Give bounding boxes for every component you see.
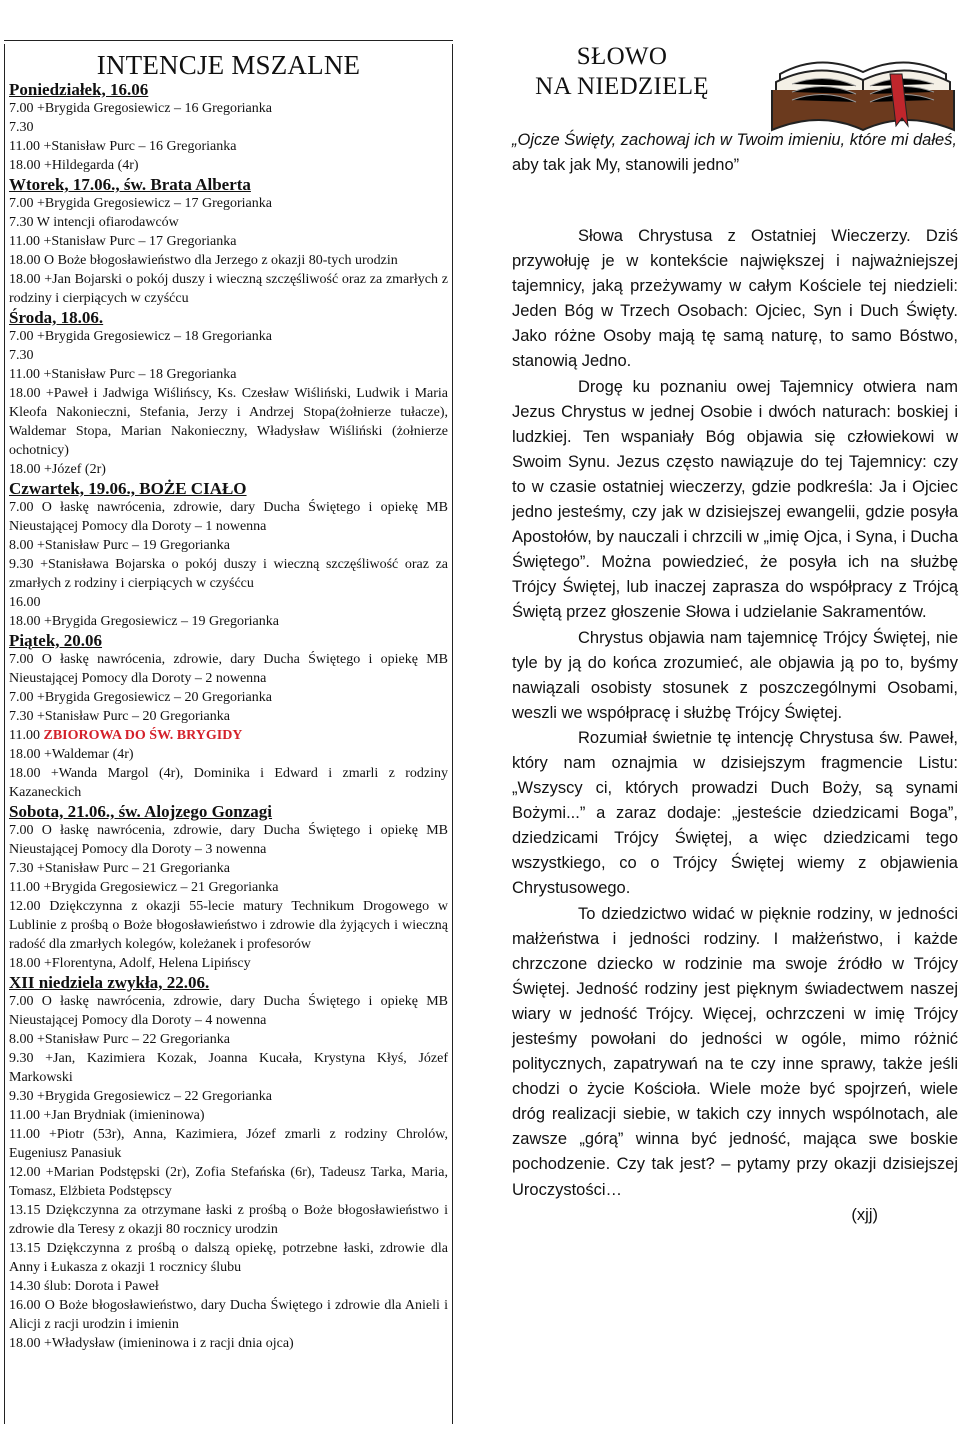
day-heading: Środa, 18.06.: [9, 308, 104, 327]
intention-line: 7.00 O łaskę nawrócenia, zdrowie, dary Ducha Świętego i opiekę MB Nieustającej Pomocy dla Doroty – 1 nowenna: [9, 500, 448, 534]
day-heading: Sobota, 21.06., św. Alojzego Gonzagi: [9, 802, 273, 821]
intention-line: 11.00 +Jan Brydniak (imieninowa): [9, 1108, 205, 1123]
intention-line: 7.30 +Stanisław Purc – 20 Gregorianka: [9, 709, 230, 724]
day-heading: XII niedziela zwykła, 22.06.: [9, 973, 210, 992]
intention-line: 12.00 +Marian Podstępski (2r), Zofia Stefańska (6r), Tadeusz Tarka, Maria, Tomasz, Elżbieta Podstępscy: [9, 1165, 448, 1199]
gospel-quote: [512, 128, 958, 178]
paragraph-3: Chrystus objawia nam tajemnicę Trójcy Świętej, nie tyle by ją do końca zrozumieć, ale objawia ją po to, byśmy nawiązali osobisty stosunek z poszczególnymi Osobami, weszli we współpracę i służbę Trójcy Świętej.: [512, 628, 958, 722]
intention-line: 7.00 +Brygida Gregosiewicz – 18 Gregorianka: [9, 329, 272, 344]
intention-line: 7.00 +Brygida Gregosiewicz – 16 Gregorianka: [9, 101, 272, 116]
intention-line: 8.00 +Stanisław Purc – 22 Gregorianka: [9, 1032, 230, 1047]
intention-line: 7.30 W intencji ofiarodawców: [9, 215, 179, 230]
intention-line: 7.30: [9, 348, 34, 363]
intention-line: 7.00 +Brygida Gregosiewicz – 17 Gregorianka: [9, 196, 272, 211]
gospel-quote-italic: „Ojcze Święty, zachowaj ich w Twoim imieniu, które mi dałeś,: [512, 131, 958, 149]
intention-line: 14.30 ślub: Dorota i Paweł: [9, 1279, 159, 1294]
day-heading: Czwartek, 19.06., BOŻE CIAŁO: [9, 479, 247, 498]
intention-line: 13.15 Dziękczynna za otrzymane łaski z prośbą o Boże błogosławieństwo i zdrowie dla Teresy z okazji 80 rocznicy urodzin: [9, 1203, 448, 1237]
intention-line: 11.00 +Brygida Gregosiewicz – 21 Gregorianka: [9, 880, 279, 895]
intention-line: 16.00 O Boże błogosławieństwo, dary Ducha Świętego i zdrowie dla Anieli i Alicji z racji urodzin i imienin: [9, 1298, 448, 1332]
intention-line: 11.00 +Stanisław Purc – 18 Gregorianka: [9, 367, 237, 382]
paragraph-5: To dziedzictwo widać w pięknie rodziny, w jedności małżeństwa i jedności rodziny. I małżeństwo, i każde chrzczone dziecko w rodzinie ma swoje źródło w Trójcy Świętej. Jedność rodziny jest pięknym świadectwem naszej wiary w jedność Trójcy. Więcej, ochrzczeni w imię Trójcy jesteśmy powołani do jedności w ogóle, mimo różnić politycznych, zapatrywań na te czy inne sprawy, także jeśli chodzi o życie Kościoła. Wiele może być spojrzeń, wiele dróg realizacji siebie, w takich czy innych wspólnotach, ale zawsze „górą” winna być jedność, mająca swe boskie pochodzenie. Czy tak jest? – pytamy przy okazji dzisiejszej Uroczystości…: [512, 904, 958, 1199]
intention-line: 12.00 Dziękczynna z okazji 55-lecie matury Technikum Drogowego w Lublinie z prośbą o Boże błogosławieństwo i zdrowie dla żyjących i wieczną radość dla zmarłych kolegów, koleżanek i profesorów: [9, 899, 448, 952]
paragraph-1: Słowa Chrystusa z Ostatniej Wieczerzy. Dziś przywołuję je w kontekście największej i najważniejszej tajemnicy, jaką przeżywamy w całym Kościele tej niedzieli: Jeden Bóg w Trzech Osobach: Ojciec, Syn i Duch Święty. Jako różne Osoby mają tę samą naturę, to samo Bóstwo, stanowią Jedno.: [512, 227, 958, 371]
intention-line: 18.00 +Jan Bojarski o pokój duszy i wieczną szczęśliwość oraz za zmarłych z rodziny i cierpiących w czyśćcu: [9, 272, 448, 306]
intention-line: 11.00 +Stanisław Purc – 17 Gregorianka: [9, 234, 237, 249]
open-bible-icon: [770, 34, 956, 134]
day-heading: Poniedziałek, 16.06: [9, 80, 149, 99]
intention-line: 18.00 +Waldemar (4r): [9, 747, 134, 762]
day-heading: Wtorek, 17.06., św. Brata Alberta: [9, 175, 251, 194]
intention-line: 9.30 +Jan, Kazimiera Kozak, Joanna Kucała, Krystyna Kłyś, Józef Markowski: [9, 1051, 448, 1085]
intention-line: 18.00 +Józef (2r): [9, 462, 106, 477]
intention-time: 11.00: [9, 728, 44, 743]
intention-line: 7.30 +Stanisław Purc – 21 Gregorianka: [9, 861, 230, 876]
days-list: [9, 80, 448, 1353]
intention-line: 18.00 +Paweł i Jadwiga Wiślińscy, Ks. Czesław Wiśliński, Ludwik i Maria Kleofa Nakonieczni, Stefania, Jerzy i Andrzej Stopa(żołnierze tułacze), Waldemar Stopa, Marian Nakonieczny, Władysław Wiśliński (żołnierze ochotnicy): [9, 386, 448, 458]
intention-line: 18.00 +Hildegarda (4r): [9, 158, 139, 173]
paragraph-4: Rozumiał świetnie tę intencję Chrystusa św. Paweł, który nam oznajmia w dzisiejszym fragmencie Listu: „Wszyscy ci, których prowadzi Duch Boży, są synami Bożymi...” a zaraz dodaje: „jesteście dziedzicami Boga”, dziedzicami Trójcy Świętej, a więc dziedzicami tego wszystkiego, co o Trójcy Świętej wiemy z objawienia Chrystusowego.: [512, 728, 958, 898]
intention-line: 11.00 +Stanisław Purc – 16 Gregorianka: [9, 139, 237, 154]
left-column-top-border: [4, 40, 453, 41]
sunday-word-title-line1: SŁOWO: [576, 43, 668, 70]
mass-intentions-column: [4, 44, 453, 1424]
paragraph-2: Drogę ku poznaniu owej Tajemnicy otwiera nam Jezus Chrystus w jednej Osobie i dwóch naturach: boskiej i ludzkiej. Ten wspaniały Bóg objawia się człowiekowi w Swoim Synu. Jezus często nawiązuje do tej Tajemnicy: czy to w czasie ostatniej wieczerzy, gdzie podkreśla: Ja i Ojciec jedno jesteśmy, czy jak w dzisiejszej ewangelii, gdzie posyła Apostołów, by nauczali i chrzcili w „imię Ojca, i Syna, i Ducha Świętego”. Można powiedzieć, że posyła ich na służbę Trójcy Świętej, lub inaczej zaprasza do współpracy z Trójcą Świętą przez głoszenie Słowa i udzielanie Sakramentów.: [512, 377, 958, 622]
intention-line: 9.30 +Stanisława Bojarska o pokój duszy i wieczną szczęśliwość oraz za zmarłych z rodziny i cierpiących w czyśćcu: [9, 557, 448, 591]
intention-line: 18.00 +Brygida Gregosiewicz – 19 Gregorianka: [9, 614, 279, 629]
intention-line: 7.30: [9, 120, 34, 135]
intention-line: 11.00 +Piotr (53r), Anna, Kazimiera, Józef zmarli z rodziny Chrolów, Eugeniusz Panasiuk: [9, 1127, 448, 1161]
day-heading: Piątek, 20.06: [9, 631, 103, 650]
gospel-quote-rest: aby tak jak My, stanowili jedno”: [512, 156, 740, 174]
intention-line: 18.00 +Władysław (imieninowa i z racji dnia ojca): [9, 1336, 294, 1351]
intention-line: 7.00 O łaskę nawrócenia, zdrowie, dary Ducha Świętego i opiekę MB Nieustającej Pomocy dla Doroty – 3 nowenna: [9, 823, 448, 857]
sunday-word-title-line2: NA NIEDZIELĘ: [535, 73, 709, 100]
intention-line: 13.15 Dziękczynna z prośbą o dalszą opiekę, potrzebne łaski, zdrowie dla Anny i Łukasza z okazji 1 rocznicy ślubu: [9, 1241, 448, 1275]
intention-line: 8.00 +Stanisław Purc – 19 Gregorianka: [9, 538, 230, 553]
intention-line: 9.30 +Brygida Gregosiewicz – 22 Gregorianka: [9, 1089, 272, 1104]
intention-line: 7.00 +Brygida Gregosiewicz – 20 Gregorianka: [9, 690, 272, 705]
author-signature: (xjj): [851, 1205, 878, 1224]
intention-line: 18.00 +Florentyna, Adolf, Helena Lipińscy: [9, 956, 251, 971]
mass-intentions-title: INTENCJE MSZALNE: [96, 50, 361, 80]
sunday-word-title: [512, 42, 732, 102]
intention-line: 18.00 +Wanda Margol (4r), Dominika i Edward i zmarli z rodziny Kazaneckich: [9, 766, 448, 800]
sunday-word-text: [512, 224, 958, 1228]
intention-line: [9, 726, 448, 745]
intention-line: 7.00 O łaskę nawrócenia, zdrowie, dary Ducha Świętego i opiekę MB Nieustającej Pomocy dla Doroty – 4 nowenna: [9, 994, 448, 1028]
intention-line: 16.00: [9, 595, 41, 610]
brygidy-highlight: ZBIOROWA DO ŚW. BRYGIDY: [43, 728, 243, 743]
intention-line: 7.00 O łaskę nawrócenia, zdrowie, dary Ducha Świętego i opiekę MB Nieustającej Pomocy dla Doroty – 2 nowenna: [9, 652, 448, 686]
intention-line: 18.00 O Boże błogosławieństwo dla Jerzego z okazji 80-tych urodzin: [9, 253, 398, 268]
